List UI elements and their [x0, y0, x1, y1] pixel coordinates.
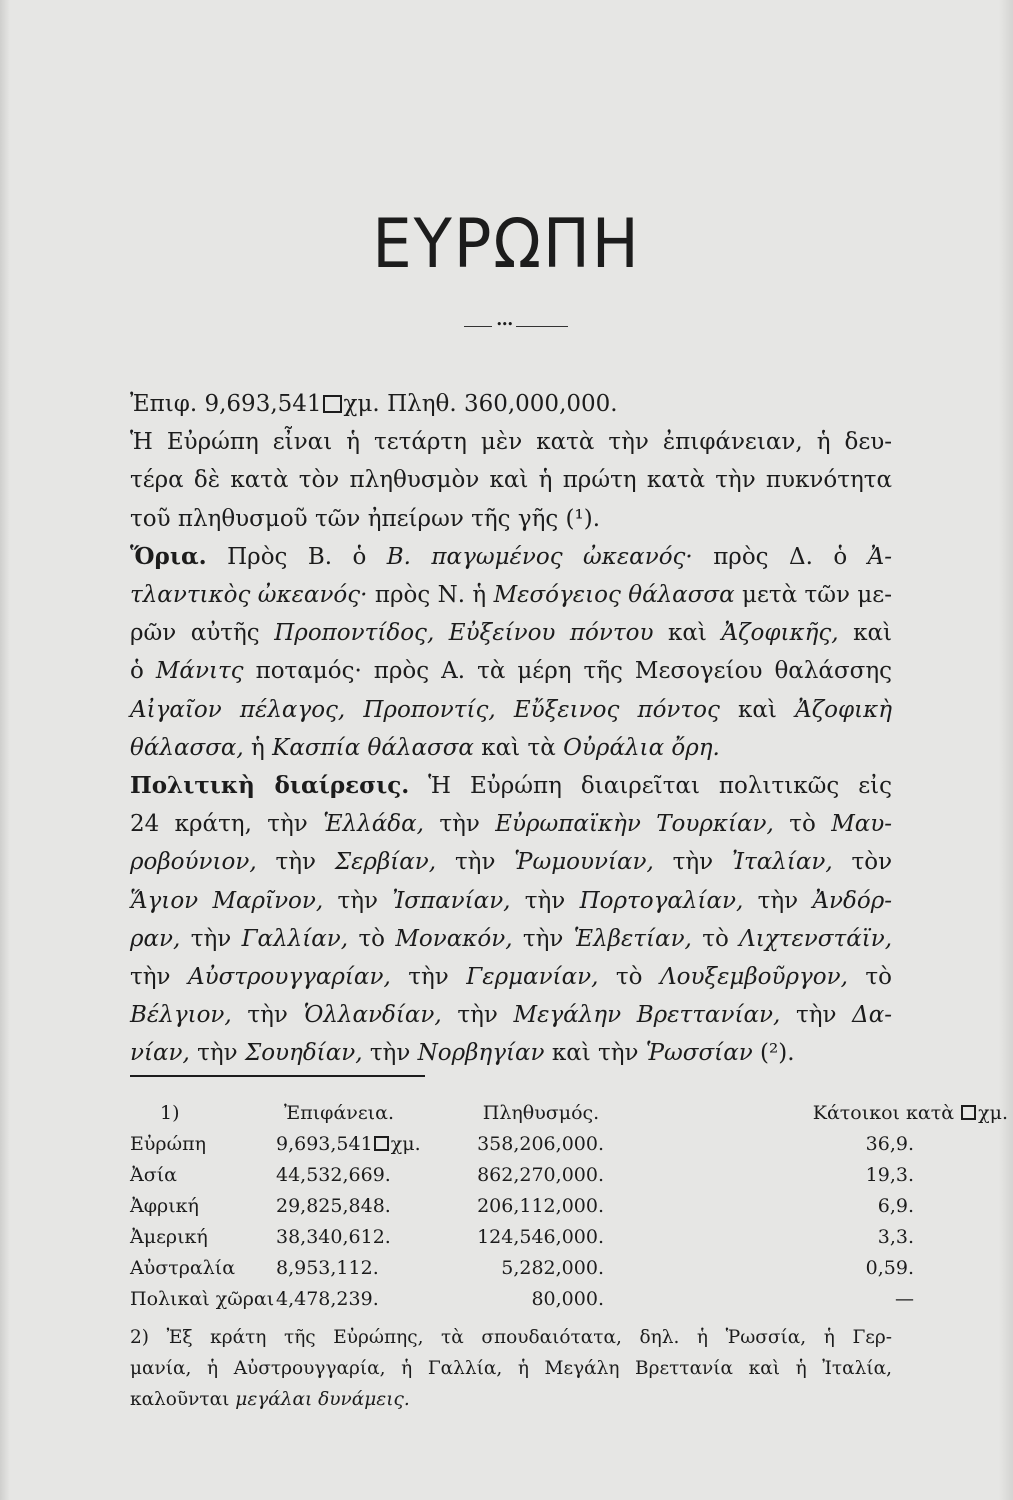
text-span: Λιχτενστάϊν,: [739, 925, 893, 952]
text-span: Λουξεμβοῦργον,: [659, 964, 848, 991]
text-span: Κασπία θάλασσα: [272, 734, 474, 761]
text-span: Προποντίδος, Εὐξείνου πόντου: [274, 620, 654, 647]
text-span: τὸ: [702, 925, 729, 952]
table-row: [130, 1284, 1008, 1315]
text-span: Εὐρωπαϊκὴν Τουρκίαν,: [495, 811, 774, 838]
intro-paragraph: [130, 423, 892, 538]
boundaries-heading: Ὅρια.: [130, 542, 207, 570]
row-population: 5,282,000.: [501, 1257, 604, 1279]
row-area: 4,478,239.: [276, 1288, 379, 1310]
area-unit: χμ.: [343, 391, 380, 417]
text-span: τὸ: [358, 925, 386, 952]
intro-line: τέρα δὲ κατὰ τὸν πληθυσμὸν καὶ ἡ πρώτη κατὰ τὴν πυκνότητα: [130, 467, 892, 494]
text-span: Νορβηγίαν: [417, 1040, 545, 1067]
text-span: τὸν: [851, 849, 893, 876]
text-span: καλοῦνται: [130, 1389, 230, 1410]
text-span: πρὸς Δ. ὁ: [713, 543, 848, 570]
text-span: Ἀνδόρ-: [812, 887, 893, 914]
row-population: 862,270,000.: [477, 1164, 604, 1186]
text-span: Β. παγωμένος ὠκεανός·: [386, 543, 693, 570]
footnote-rule: [130, 1075, 425, 1077]
row-population: 80,000.: [531, 1288, 604, 1310]
row-name: Ἀμερική: [130, 1226, 208, 1248]
header-population: Πληθυσμός.: [482, 1102, 600, 1124]
main-text: [130, 385, 892, 1073]
text-span: τὴν: [369, 1040, 411, 1067]
population-label: Πληθ.: [387, 391, 457, 417]
row-population: 358,206,000.: [477, 1133, 604, 1155]
text-span: Ἰσπανίαν,: [392, 887, 511, 914]
text-span: ρῶν αὐτῆς: [130, 620, 260, 647]
text-span: τὴν: [795, 1002, 837, 1029]
political-paragraph: [130, 767, 892, 1073]
row-area-value: 9,693,541: [276, 1133, 373, 1155]
text-span: μετὰ τῶν με-: [742, 582, 892, 609]
row-area-unit: χμ.: [390, 1133, 421, 1155]
text-span: τὴν: [757, 887, 799, 914]
text-span: Γερμανίαν,: [466, 964, 599, 991]
text-span: Αἰγαῖον πέλαγος, Προποντίς, Εὔξεινος πόντος: [130, 696, 720, 723]
area-label: Ἐπιφ.: [130, 391, 198, 417]
row-area: 38,340,612.: [276, 1226, 391, 1248]
text-span: καὶ: [738, 696, 777, 723]
footnote-marker: 1): [160, 1102, 180, 1124]
row-name: Πολικαὶ χῶραι: [130, 1288, 275, 1310]
text-span: Πρὸς Β. ὁ: [227, 543, 367, 570]
text-span: τὴν: [130, 964, 171, 991]
continent-statistics-table: [130, 1098, 1008, 1315]
text-span: Μάνιτς: [155, 658, 244, 685]
text-span: τὴν: [247, 1002, 288, 1029]
text-span: Ἑλβετίαν,: [573, 925, 692, 952]
population-value: 360,000,000.: [463, 391, 618, 417]
text-span: ἡ: [251, 734, 265, 761]
text-span: Αὐστρουγγαρίαν,: [188, 964, 391, 991]
text-span: τὸ: [789, 811, 816, 838]
text-span: Μαυ-: [831, 811, 893, 838]
row-area: 44,532,669.: [276, 1164, 391, 1186]
header-density: [628, 1098, 1008, 1129]
text-span: Ἰταλίαν,: [732, 849, 833, 876]
intro-line: τοῦ πληθυσμοῦ τῶν ἠπείρων τῆς γῆς (¹).: [130, 505, 601, 532]
text-span: Ἡ Εὐρώπη διαιρεῖται πολιτικῶς εἰς: [428, 773, 893, 800]
footnote-line: 2) Ἐξ κράτη τῆς Εὐρώπης, τὰ σπουδαιότατα, δηλ. ἡ Ῥωσσία, ἡ Γερ-: [130, 1327, 892, 1348]
square-unit-icon: [374, 1136, 389, 1151]
header-density-unit: χμ.: [978, 1102, 1008, 1124]
text-span: Γαλλίαν,: [241, 925, 349, 952]
row-name: Αὐστραλία: [130, 1257, 236, 1279]
text-span: Σερβίαν,: [334, 849, 437, 876]
text-span: τὸ: [865, 964, 892, 991]
row-population: 206,112,000.: [477, 1195, 604, 1217]
text-span: τὴν: [337, 887, 379, 914]
text-span: Οὐράλια ὄρη.: [563, 734, 720, 761]
row-density: 36,9.: [865, 1133, 914, 1155]
stats-line: [130, 385, 892, 423]
text-span: Βέλγιον,: [130, 1002, 232, 1029]
header-density-label: Κάτοικοι κατὰ: [812, 1102, 955, 1124]
table-row: [130, 1160, 1008, 1191]
text-span: Σουηδίαν,: [244, 1040, 363, 1067]
text-span: τὴν: [190, 925, 232, 952]
text-span: Ὁλλανδίαν,: [303, 1002, 442, 1029]
text-span: τὴν: [454, 849, 496, 876]
text-span: τὴν: [439, 811, 480, 838]
footnote-line: [130, 1384, 892, 1415]
row-density: —: [895, 1288, 914, 1310]
text-span: Ἀ-: [867, 543, 893, 570]
text-span: Ῥωμουνίαν,: [514, 849, 654, 876]
row-name: Ἀφρική: [130, 1195, 199, 1217]
row-name: Ἀσία: [130, 1164, 177, 1186]
text-span: ροβούνιον,: [130, 849, 257, 876]
text-span: ραν,: [130, 925, 181, 952]
square-unit-icon: [323, 395, 342, 413]
text-span: καὶ: [667, 620, 707, 647]
square-unit-icon: [961, 1105, 976, 1120]
table-row: [130, 1129, 1008, 1160]
text-span: τὴν: [457, 1002, 498, 1029]
row-name: Εὐρώπη: [130, 1133, 206, 1155]
text-span: ποταμός· πρὸς Α. τὰ μέρη τῆς Μεσογείου θαλάσσης: [255, 658, 892, 685]
table-row: [130, 1222, 1008, 1253]
row-area: 8,953,112.: [276, 1257, 379, 1279]
table-header-row: [130, 1098, 1008, 1129]
row-area: [276, 1129, 454, 1160]
footnote-2: [130, 1322, 892, 1415]
page-left-edge: [0, 0, 10, 1500]
text-span: τλαντικὸς ὠκεανός·: [130, 582, 368, 609]
text-span: καὶ τὰ: [481, 734, 556, 761]
text-span: θάλασσα,: [130, 734, 244, 761]
text-span: καὶ τὴν: [551, 1040, 639, 1067]
text-span: τὴν: [672, 849, 714, 876]
text-span: Πορτογαλίαν,: [579, 887, 744, 914]
text-span: τὴν: [197, 1040, 238, 1067]
page-title: ΕΥΡΩΠΗ: [372, 205, 641, 284]
text-span: ὁ: [130, 658, 144, 685]
area-value: 9,693,541: [204, 391, 322, 417]
boundaries-paragraph: [130, 538, 892, 767]
row-density: 0,59.: [865, 1257, 914, 1279]
text-span: μεγάλαι δυνάμεις.: [235, 1389, 410, 1410]
header-area: Ἐπιφάνεια.: [284, 1102, 394, 1124]
text-span: Ῥωσσίαν: [645, 1040, 753, 1067]
text-span: (²).: [760, 1040, 795, 1067]
text-span: Μεσόγειος θάλασσα: [493, 582, 735, 609]
text-span: τὴν: [524, 887, 566, 914]
row-area: 29,825,848.: [276, 1195, 391, 1217]
text-span: Μονακόν,: [395, 925, 513, 952]
text-span: τὴν: [275, 849, 316, 876]
text-span: πρὸς Ν. ἡ: [374, 582, 487, 609]
text-span: 24 κράτη, τὴν: [130, 811, 308, 838]
text-span: νίαν,: [130, 1040, 190, 1067]
text-span: Ἑλλάδα,: [323, 811, 424, 838]
divider-ornament: •••: [492, 318, 516, 331]
text-span: Μεγάλην Βρεττανίαν,: [513, 1002, 781, 1029]
table-row: [130, 1253, 1008, 1284]
text-span: Ἅγιον Μαρῖνον,: [130, 887, 324, 914]
text-span: τὸ: [615, 964, 643, 991]
text-span: τὴν: [522, 925, 564, 952]
text-span: Ἀζοφικὴ: [795, 696, 892, 723]
text-span: καὶ: [853, 620, 893, 647]
table-row: [130, 1191, 1008, 1222]
text-span: Ἀζοφικῆς,: [721, 620, 839, 647]
intro-line: Ἡ Εὐρώπη εἶναι ἡ τετάρτη μὲν κατὰ τὴν ἐπιφάνειαν, ἡ δευ-: [130, 429, 892, 456]
text-span: Δα-: [852, 1002, 893, 1029]
row-density: 19,3.: [865, 1164, 914, 1186]
text-span: τὴν: [408, 964, 449, 991]
row-density: 6,9.: [877, 1195, 914, 1217]
row-population: 124,546,000.: [477, 1226, 604, 1248]
political-heading: Πολιτικὴ διαίρεσις.: [130, 772, 410, 800]
footnote-line: μανία, ἡ Αὐστρουγγαρία, ἡ Γαλλία, ἡ Μεγάλη Βρεττανία καὶ ἡ Ἰταλία,: [130, 1358, 892, 1379]
row-density: 3,3.: [877, 1226, 914, 1248]
